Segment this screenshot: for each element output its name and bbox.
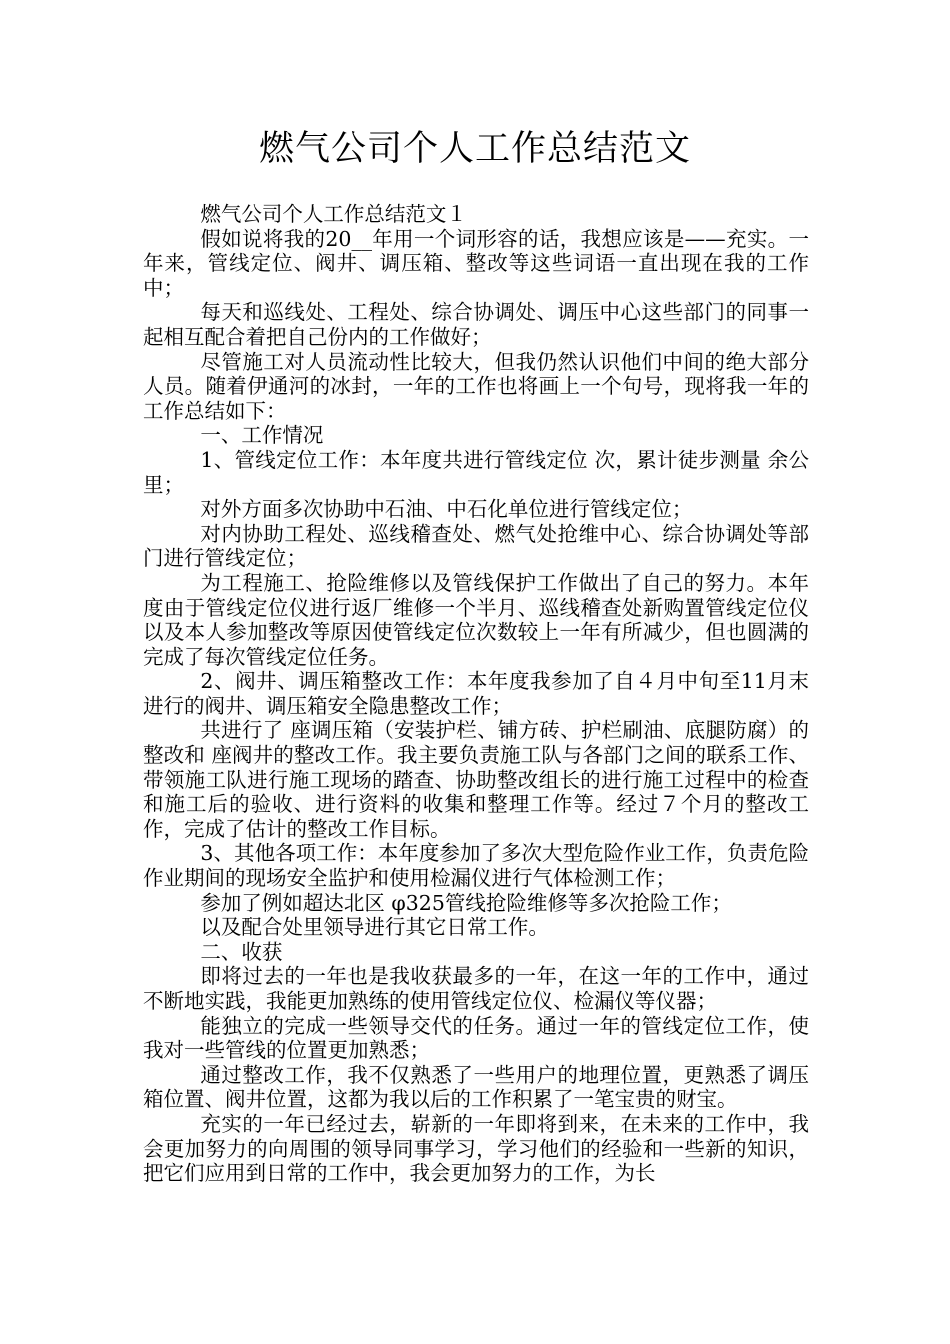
paragraph: 每天和巡线处、工程处、综合协调处、调压中心这些部门的同事一起相互配合着把自己份内的工作做好；	[143, 300, 809, 349]
paragraph: 充实的一年已经过去，崭新的一年即将到来，在未来的工作中，我会更加努力的向周围的领导同事学习，学习他们的经验和一些新的知识，把它们应用到日常的工作中，我会更加努力的工作，为长	[143, 1111, 809, 1186]
section-heading: 一、工作情况	[200, 423, 324, 448]
paragraph: 共进行了 座调压箱（安装护栏、铺方砖、护栏刷油、底腿防腐）的整改和 座阀井的整改工作。我主要负责施工队与各部门之间的联系工作、带领施工队进行施工现场的踏查、协助整改组长的进行施工过程中的检查和施工后的验收、进行资料的收集和整理工作等。经过７个月的整改工作，完成了估计的整改工作目标。	[143, 718, 809, 841]
paragraph: 以及配合处里领导进行其它日常工作。	[200, 915, 549, 940]
paragraph-heading: 燃气公司个人工作总结范文１	[200, 202, 467, 226]
paragraph: 2、阀井、调压箱整改工作：本年度我参加了自４月中旬至11月末进行的阀井、调压箱安全隐患整改工作；	[143, 669, 809, 718]
paragraph: 通过整改工作，我不仅熟悉了一些用户的地理位置，更熟悉了调压箱位置、阀井位置，这都为我以后的工作积累了一笔宝贵的财宝。	[143, 1062, 809, 1112]
paragraph: 为工程施工、抢险维修以及管线保护工作做出了自己的努力。本年度由于管线定位仪进行返厂维修一个半月、巡线稽查处新购置管线定位仪以及本人参加整改等原因使管线定位次数较上一年有所减少，但也圆满的完成了每次管线定位任务。	[143, 570, 809, 669]
paragraph: 对外方面多次协助中石油、中石化单位进行管线定位；	[200, 497, 693, 522]
document-title: 燃气公司个人工作总结范文	[258, 129, 691, 169]
paragraph: 3、其他各项工作：本年度参加了多次大型危险作业工作，负责危险作业期间的现场安全监护和使用检漏仪进行气体检测工作；	[143, 841, 809, 891]
paragraph: 能独立的完成一些领导交代的任务。通过一年的管线定位工作，使我对一些管线的位置更加熟悉；	[143, 1013, 809, 1063]
paragraph: 即将过去的一年也是我收获最多的一年，在这一年的工作中，通过不断地实践，我能更加熟练的使用管线定位仪、检漏仪等仪器；	[143, 964, 809, 1013]
document-body	[143, 202, 809, 1186]
paragraph: 1、管线定位工作：本年度共进行管线定位 次，累计徒步测量 余公里；	[143, 447, 809, 497]
paragraph: 参加了例如超达北区 φ325管线抢险维修等多次抢险工作；	[200, 890, 732, 915]
section-heading: 二、收获	[200, 939, 283, 964]
paragraph: 尽管施工对人员流动性比较大，但我仍然认识他们中间的绝大部分人员。随着伊通河的冰封，一年的工作也将画上一个句号，现将我一年的工作总结如下：	[143, 349, 809, 423]
paragraph: 假如说将我的20__年用一个词形容的话，我想应该是——充实。一年来，管线定位、阀井、调压箱、整改等这些词语一直出现在我的工作中；	[143, 226, 809, 300]
paragraph: 对内协助工程处、巡线稽查处、燃气处抢维中心、综合协调处等部门进行管线定位；	[143, 521, 809, 571]
